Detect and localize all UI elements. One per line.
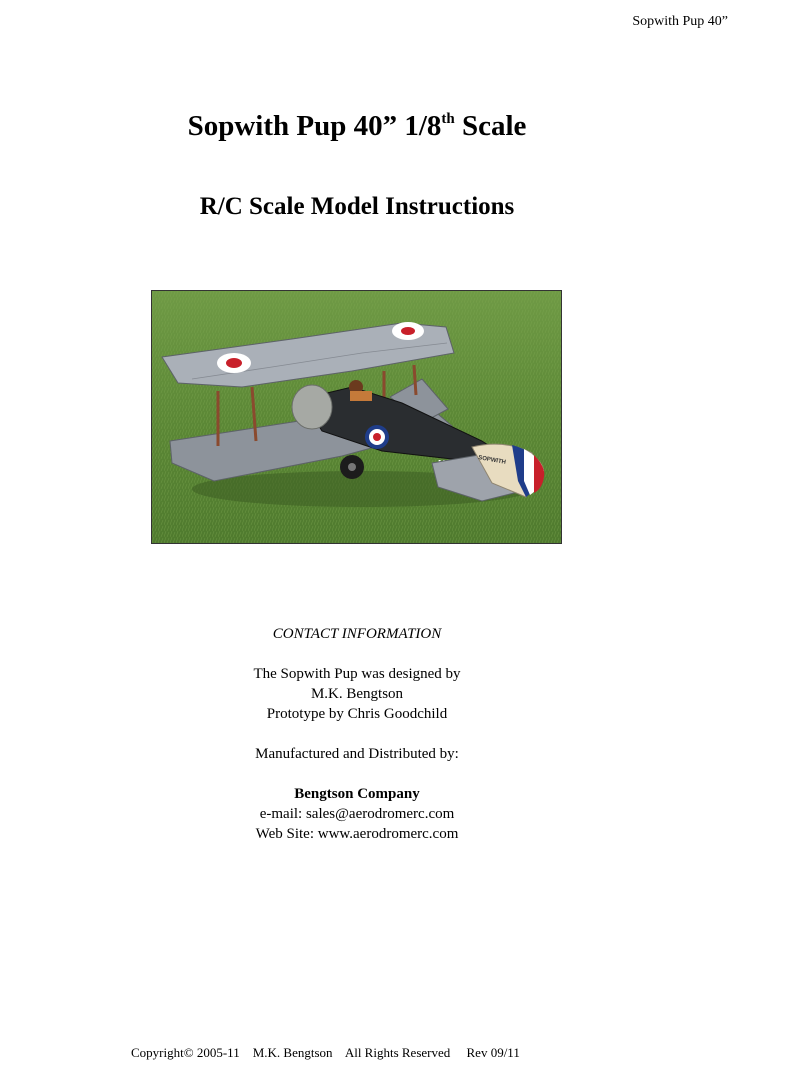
biplane-illustration [152, 291, 562, 544]
document-subtitle: R/C Scale Model Instructions [199, 193, 515, 220]
website-line: Web Site: www.aerodromerc.com [255, 826, 459, 842]
manufactured-line: Manufactured and Distributed by: [255, 746, 459, 762]
footer-rights: All Rights Reserved [344, 1045, 451, 1060]
running-header: Sopwith Pup 40” [632, 14, 728, 29]
footer-revision: Rev 09/11 [466, 1045, 520, 1060]
footer-copyright: Copyright© 2005-11 [131, 1045, 240, 1060]
document-title: Sopwith Pup 40” 1/8th Scale [187, 110, 527, 142]
company-name: Bengtson Company [294, 786, 420, 802]
designer-name: M.K. Bengtson [310, 686, 404, 702]
contact-section [0, 624, 714, 844]
cover-photo [151, 290, 562, 544]
designed-by-line: The Sopwith Pup was designed by [253, 666, 461, 682]
page-footer [131, 1045, 520, 1061]
tail-text: SOPWITH [477, 455, 507, 466]
prototype-line: Prototype by Chris Goodchild [266, 706, 448, 722]
email-line: e-mail: sales@aerodromerc.com [259, 806, 455, 822]
contact-heading: CONTACT INFORMATION [272, 626, 442, 642]
footer-author: M.K. Bengtson [252, 1045, 333, 1060]
